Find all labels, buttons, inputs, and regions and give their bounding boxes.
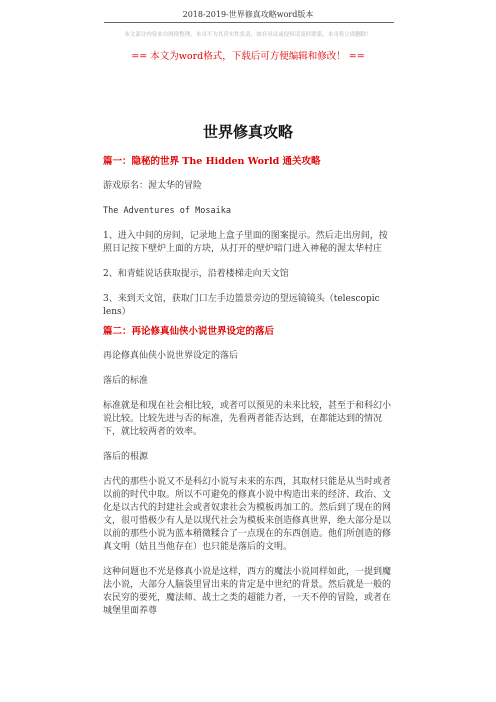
paragraph: 标准就是和现在社会相比较，或者可以预见的未来比较，甚至于和科幻小说比较。比较先进与否的标准，先看两者能否达到，在都能达到的情况下，就比较两者的效率。 xyxy=(103,401,392,437)
paragraph: 游戏原名：渥太华的冒险 xyxy=(103,181,203,191)
paragraph: 1、进入中间的房间，记录地上盒子里面的图案提示。然后走出房间，按照日记按下壁炉上面的方块，从打开的壁炉暗门进入神秘的渥太华村庄 xyxy=(103,231,388,254)
header-rule xyxy=(104,22,394,23)
section-heading: 篇一：隐秘的世界 The Hidden World 通关攻略 xyxy=(103,156,321,167)
paragraph: The Adventures of Mosaika xyxy=(103,206,231,216)
paragraph: 再论修真仙侠小说世界设定的落后 xyxy=(103,351,239,361)
copyright-notice: 本文部分内容来自网络整理，本司不为其真实性负责，如有异议或侵权请及时联系，本司将立即删除！ xyxy=(124,32,372,38)
paragraph: 2、和青蛙说话获取提示，沿着楼梯走向天文馆 xyxy=(103,269,289,279)
paragraph: 这种问题也不光是修真小说是这样，西方的魔法小说同样如此，一提到魔法小说，大部分人脑袋里冒出来的肯定是中世纪的背景。然后就是一般的农民穷的要死，魔法师、战士之类的超能力者，一天不停的冒险，或者在城堡里面养尊 xyxy=(103,567,392,616)
word-format-banner: == 本文为word格式，下载后可方便编辑和修改！ == xyxy=(131,51,365,62)
paragraph: 3、来到天文馆，获取门口左手边篮景旁边的望远镜镜头（telescopic lens） xyxy=(103,294,380,317)
paragraph: 落后的标准 xyxy=(103,376,149,386)
document-body xyxy=(103,155,395,630)
paragraph: 落后的根源 xyxy=(103,452,149,462)
document-title: 世界修真攻略 xyxy=(202,123,293,141)
page-header: 2018-2019-世界修真攻略word版本 xyxy=(182,10,314,19)
paragraph: 古代的那些小说又不是科幻小说写未来的东西，其取材只能是从当时或者以前的时代中取。所以不可避免的修真小说中构造出来的经济、政治、文化是以古代的封建社会或者奴隶社会为模板再加工的。然后到了现在的网文，很可惜极少有人是以现代社会为模板来创造修真世界，绝大部分是以以前的那些小说为蓝本稍微糅合了一点现在的东西创造。他们所创造的修真文明（姑且当他存在）也只能是落后的文明。 xyxy=(103,477,392,552)
section-heading: 篇二：再论修真仙侠小说世界设定的落后 xyxy=(103,326,275,337)
